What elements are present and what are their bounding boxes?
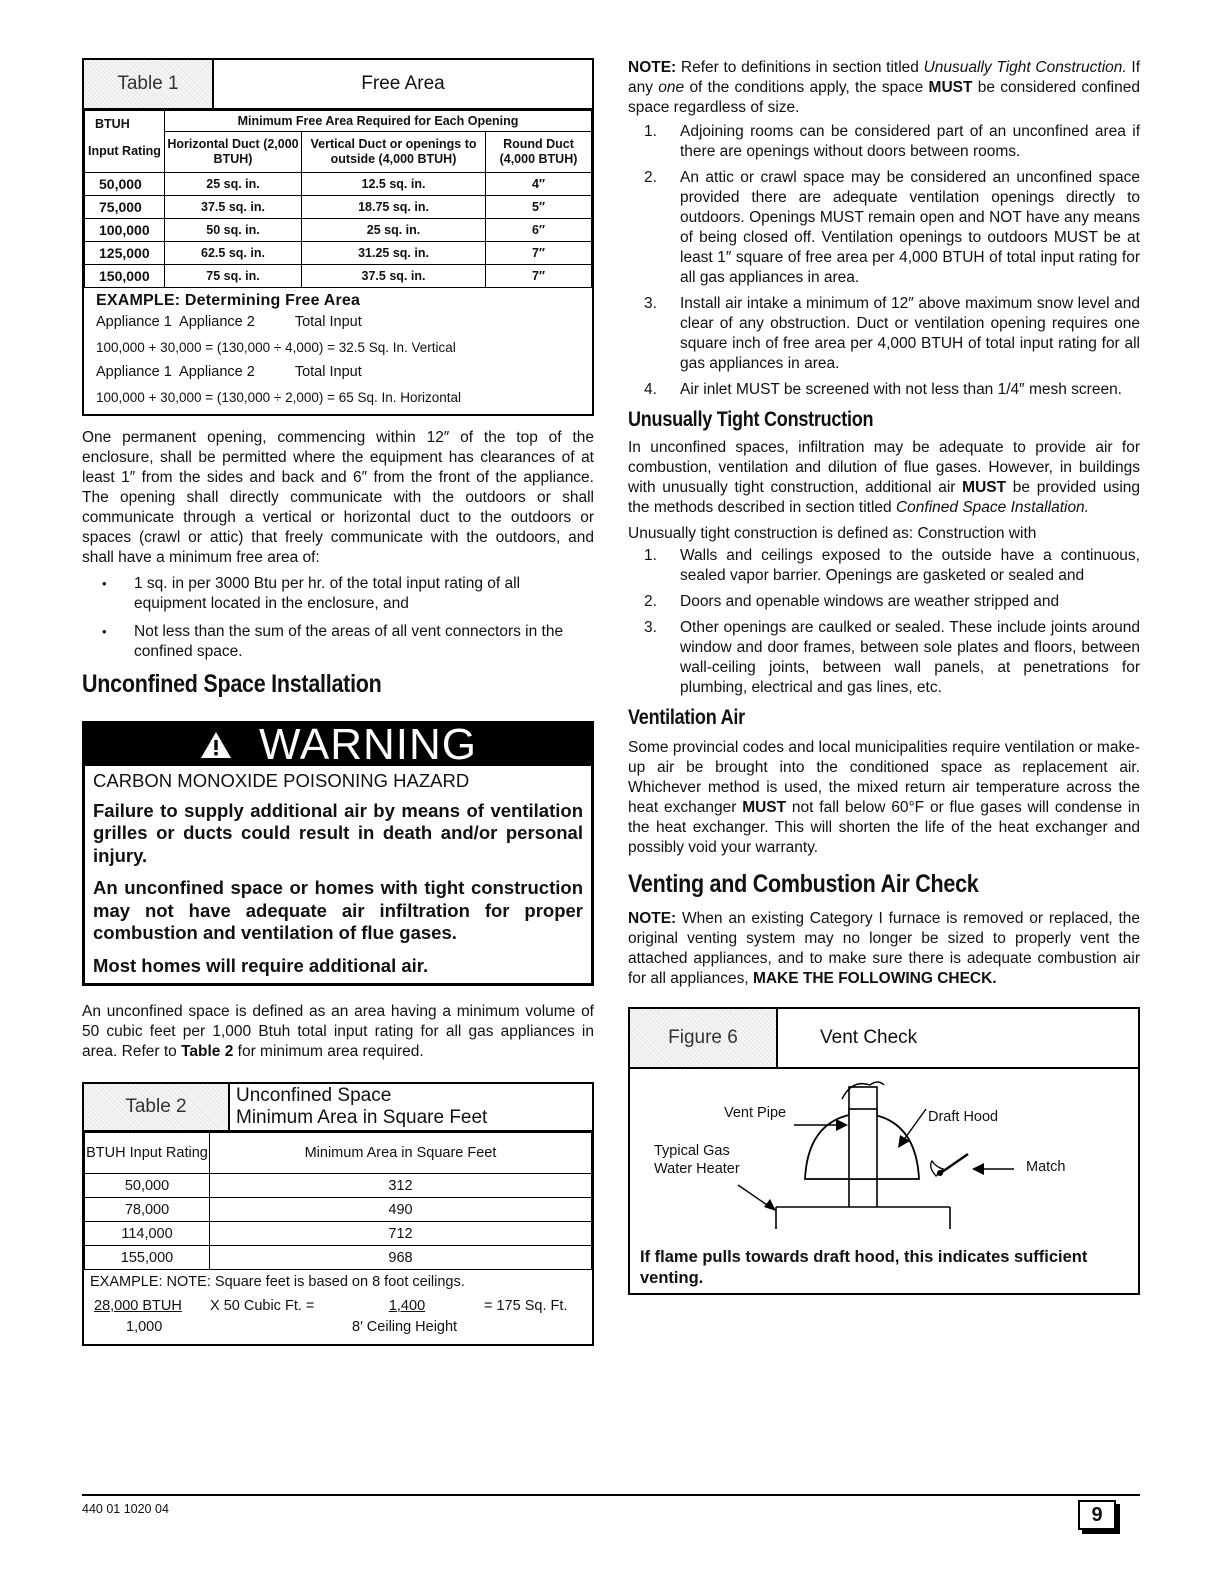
cell: 75,000	[85, 195, 165, 218]
example-calc-1: 100,000 + 30,000 = (130,000 ÷ 4,000) = 32.5 Sq. In. Vertical	[96, 339, 456, 355]
list-item: 4. Air inlet MUST be screened with not less than 1/4″ mesh screen.	[644, 381, 1122, 398]
list-item: 1. Adjoining rooms can be considered part of an unconfined area if there are openings without doors between rooms.	[644, 123, 1140, 160]
heading-ventilation-air: Ventilation Air	[628, 706, 745, 729]
label-match: Match	[1026, 1159, 1066, 1175]
example-note: EXAMPLE: NOTE: Square feet is based on 8 foot ceilings.	[90, 1274, 465, 1290]
col-round: Round Duct (4,000 BTUH)	[486, 132, 592, 173]
text-run: MAKE THE FOLLOWING CHECK.	[752, 970, 997, 987]
cell: 50,000	[85, 1174, 210, 1198]
table-1	[82, 58, 594, 416]
page-number: 9	[1078, 1500, 1116, 1530]
table-2-label: Table 2	[84, 1084, 230, 1130]
text-run: If any	[628, 59, 1141, 96]
note-label: NOTE:	[628, 59, 677, 76]
table-2-example	[84, 1270, 592, 1344]
list-item-text: Other openings are caulked or sealed. These include joints around window and door frames, between sole plates and floors, between wall-ceiling joints, between wall panels, at penetrations for plumbing, electrical and gas lines, etc.	[680, 619, 1140, 696]
opening-paragraph: One permanent opening, commencing within 12″ of the top of the enclosure, shall be permitted where the equipment has clearances of at least 1″ from the sides and back and 6″ from the front of the appliance. The opening shall directly communicate with the outdoors or shall communicate through a vertical or horizontal duct to the outdoors or spaces (crawl or attic) that freely communicate with the outdoors, and shall have a minimum free area of:	[82, 428, 594, 566]
figure-6-header	[630, 1009, 1138, 1069]
right-column	[628, 58, 1140, 1295]
text-run: Refer to definitions in section titled	[676, 59, 924, 76]
text-run: In unconfined spaces, infiltration may be adequate to provide air for combustion, ventilation and dilution of flue gases. However, in buildings with unusually tight construction, additional air	[628, 439, 1140, 496]
table-row	[85, 264, 592, 287]
cell: 712	[210, 1222, 592, 1246]
label-draft-hood: Draft Hood	[928, 1109, 999, 1125]
warning-box	[82, 721, 594, 987]
cell: 968	[210, 1246, 592, 1270]
heading-tight-construction: Unusually Tight Construction	[628, 408, 874, 431]
example-heading: EXAMPLE: Determining Free Area	[96, 291, 361, 309]
text-run: for minimum area required.	[233, 1043, 424, 1060]
ventilation-paragraph	[628, 738, 1140, 858]
text-run: of the conditions apply, the space	[684, 79, 929, 96]
text-run: Some provincial codes and local municipalities require ventilation or make-up air be brought into the conditioned space as replacement air. Whichever method is used, the mixed return air temperature across the heat exchanger	[628, 739, 1140, 816]
col-btuh: BTUH	[85, 111, 165, 132]
table-1-example	[84, 288, 592, 414]
cell: 150,000	[85, 264, 165, 287]
table-2-grid	[84, 1132, 592, 1270]
cell: 25 sq. in.	[165, 172, 302, 195]
figure-6	[628, 1007, 1140, 1295]
cell: 155,000	[85, 1246, 210, 1270]
list-item: 3. Install air intake a minimum of 12″ above maximum snow level and clear of any obstruction. Duct or ventilation opening requires one square inch of free area per 4,000 BTUH of total input rating for all gas appliances in area.	[644, 295, 1140, 372]
text-run: one	[658, 79, 685, 96]
unconfined-conditions-list	[628, 122, 1140, 400]
group-header: Minimum Free Area Required for Each Opening	[165, 111, 592, 132]
note-paragraph	[628, 58, 1140, 118]
tight-definition: Unusually tight construction is defined as: Construction with	[628, 525, 1037, 542]
example-calculation	[90, 1294, 588, 1338]
cell: 5″	[486, 195, 592, 218]
cell: 490	[210, 1198, 592, 1222]
cell: 37.5 sq. in.	[302, 264, 486, 287]
text-run: MUST	[962, 479, 1007, 496]
warning-bar	[85, 719, 591, 769]
col-input-rating: Input Rating	[85, 132, 165, 173]
example-labels-2: Appliance 1 Appliance 2 Total Input	[96, 363, 362, 380]
figure-6-caption: If flame pulls towards draft hood, this indicates sufficient venting.	[640, 1248, 1088, 1287]
venting-check-paragraph	[628, 909, 1140, 989]
list-item: 1. Walls and ceilings exposed to the outside have a continuous, sealed vapor barrier. Openings are gasketed or sealed and	[644, 547, 1140, 584]
table-2-title	[230, 1084, 592, 1130]
calc-result: 1,400	[388, 1298, 426, 1314]
warning-text-2: An unconfined space or homes with tight construction may not have adequate air infiltration for proper combustion and ventilation of flue gases.	[93, 877, 583, 943]
list-item-text: An attic or crawl space may be considered an unconfined space provided there are adequate ventilation openings directly to outdoors. Openings MUST remain open and NOT have any means of being closed off. Ventilation openings to outdoors MUST be at least 1″ square of free area per 4,000 BTUH of total input rating for all gas appliances in area.	[680, 169, 1140, 286]
table-1-title: Free Area	[361, 73, 445, 94]
cell: 50,000	[85, 172, 165, 195]
calc-equals: = 175 Sq. Ft.	[484, 1298, 568, 1314]
figure-6-label: Figure 6	[630, 1009, 778, 1067]
cell: 125,000	[85, 241, 165, 264]
list-item-text: Install air intake a minimum of 12″ above maximum snow level and clear of any obstruction. Duct or ventilation opening requires one square inch of free area per 4,000 BTUH of total input rating for all gas appliances in area.	[680, 295, 1140, 372]
cell: 312	[210, 1174, 592, 1198]
cell: 37.5 sq. in.	[165, 195, 302, 218]
left-column	[82, 58, 594, 1346]
cell: 78,000	[85, 1198, 210, 1222]
calc-denominator-2: 8′ Ceiling Height	[352, 1319, 458, 1335]
figure-6-title: Vent Check	[820, 1027, 918, 1048]
text-run: NOTE:	[628, 910, 677, 927]
calc-multiplier: X 50 Cubic Ft. =	[210, 1298, 315, 1314]
list-item: 3. Other openings are caulked or sealed. These include joints around window and door frames, between sole plates and floors, between wall-ceiling joints, between wall panels, at penetrations for plumbing, electrical and gas lines, etc.	[644, 619, 1140, 696]
table-row	[85, 218, 592, 241]
list-item-text: Walls and ceilings exposed to the outside have a continuous, sealed vapor barrier. Openings are gasketed or sealed and	[680, 547, 1140, 584]
warning-hazard: CARBON MONOXIDE POISONING HAZARD	[93, 769, 470, 791]
cell: 7″	[486, 241, 592, 264]
warning-body	[85, 766, 591, 984]
heading-venting-check: Venting and Combustion Air Check	[628, 870, 979, 898]
col-horizontal: Horizontal Duct (2,000 BTUH)	[165, 132, 302, 173]
vent-check-diagram	[630, 1069, 1138, 1229]
table-row	[85, 172, 592, 195]
table-row	[85, 195, 592, 218]
cell: 114,000	[85, 1222, 210, 1246]
cell: 18.75 sq. in.	[302, 195, 486, 218]
col-vertical: Vertical Duct or openings to outside (4,000 BTUH)	[302, 132, 486, 173]
cell: 6″	[486, 218, 592, 241]
warning-word: WARNING	[258, 719, 478, 769]
list-item: 2. Doors and openable windows are weather stripped and	[644, 593, 1060, 610]
warning-triangle-icon	[199, 730, 233, 760]
table-2	[82, 1082, 594, 1346]
table-row	[85, 1246, 592, 1270]
cell: 100,000	[85, 218, 165, 241]
text-run: MUST	[742, 799, 787, 816]
table-row	[85, 1174, 592, 1198]
opening-bullets	[82, 574, 594, 662]
col-btuh-input: BTUH Input Rating	[85, 1133, 210, 1174]
calc-denominator-1: 1,000	[126, 1319, 163, 1335]
text-run: not fall below 60°F or flue gases will condense in the heat exchanger. This will shorten the life of the heat exchanger and possibly void your warranty.	[628, 799, 1140, 856]
list-item-text: Air inlet MUST be screened with not less than 1/4″ mesh screen.	[680, 381, 1122, 398]
table-row	[85, 1198, 592, 1222]
text-run: be provided using the methods described in section titled	[628, 479, 1140, 516]
table-2-title-line: Unconfined Space	[236, 1085, 392, 1106]
cell: 62.5 sq. in.	[165, 241, 302, 264]
cell: 75 sq. in.	[165, 264, 302, 287]
cell: 12.5 sq. in.	[302, 172, 486, 195]
warning-text-1: Failure to supply additional air by means of ventilation grilles or ducts could result in death and/or personal injury.	[93, 799, 583, 866]
table-1-header	[84, 60, 592, 110]
example-labels-1: Appliance 1 Appliance 2 Total Input	[96, 313, 362, 330]
table-2-title-line: Minimum Area in Square Feet	[236, 1107, 488, 1128]
heading-unconfined-space: Unconfined Space Installation	[82, 669, 382, 698]
text-run: be considered confined space regardless of size.	[628, 79, 1140, 116]
text-run: An unconfined space is defined as an area having a minimum volume of 50 cubic feet per 1,000 Btuh total input rating for all gas appliances in area. Refer to	[82, 1003, 594, 1060]
list-item-text: Doors and openable windows are weather stripped and	[680, 593, 1060, 610]
text-run: Unusually Tight Construction.	[923, 59, 1127, 76]
unconfined-paragraph	[82, 1002, 594, 1062]
label-vent-pipe: Vent Pipe	[724, 1105, 787, 1121]
list-item-text: Adjoining rooms can be considered part of an unconfined area if there are openings without doors between rooms.	[680, 123, 1140, 160]
table-1-label: Table 1	[84, 60, 214, 108]
cell: 4″	[486, 172, 592, 195]
calc-btuh: 28,000 BTUH	[94, 1298, 182, 1314]
col-min-area: Minimum Area in Square Feet	[210, 1133, 592, 1174]
text-run: Confined Space Installation.	[895, 499, 1089, 516]
cell: 50 sq. in.	[165, 218, 302, 241]
label-heater-line2: Water Heater	[654, 1161, 740, 1177]
table-2-header	[84, 1084, 592, 1132]
document-code: 440 01 1020 04	[82, 1502, 169, 1516]
table-row	[85, 1222, 592, 1246]
label-heater-line1: Typical Gas	[654, 1143, 730, 1159]
example-calc-2: 100,000 + 30,000 = (130,000 ÷ 2,000) = 65 Sq. In. Horizontal	[96, 389, 462, 405]
table-2-reference: Table 2	[181, 1043, 234, 1060]
tight-construction-list	[628, 546, 1140, 698]
text-run: MUST	[928, 79, 973, 96]
cell: 7″	[486, 264, 592, 287]
table-1-grid	[84, 110, 592, 288]
table-row	[85, 241, 592, 264]
list-item: 2. An attic or crawl space may be considered an unconfined space provided there are adequate ventilation openings directly to outdoors. Openings MUST remain open and NOT have any means of being closed off. Ventilation openings to outdoors MUST be at least 1″ square of free area per 4,000 BTUH of total input rating for all gas appliances in area.	[644, 169, 1140, 286]
text-run: When an existing Category I furnace is removed or replaced, the original venting system may no longer be sized to properly vent the attached appliances, and to make sure there is adequate combustion air for all appliances,	[628, 910, 1140, 987]
footer-rule	[82, 1494, 1140, 1496]
list-item: • 1 sq. in per 3000 Btu per hr. of the total input rating of all equipment located in the enclosure, and	[134, 574, 594, 614]
cell: 31.25 sq. in.	[302, 241, 486, 264]
cell: 25 sq. in.	[302, 218, 486, 241]
list-item: • Not less than the sum of the areas of all vent connectors in the confined space.	[134, 622, 594, 662]
tight-paragraph	[628, 438, 1140, 518]
warning-text-3: Most homes will require additional air.	[93, 954, 429, 976]
